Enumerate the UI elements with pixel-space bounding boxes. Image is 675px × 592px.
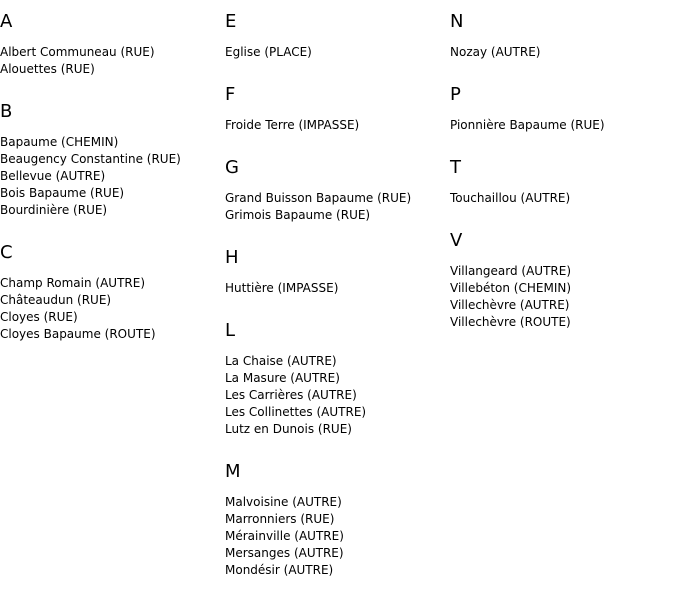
letter-heading: P (450, 84, 461, 105)
letter-group-m (225, 458, 450, 579)
street-entry[interactable]: La Masure (AUTRE) (225, 371, 340, 385)
street-entry[interactable]: Mondésir (AUTRE) (225, 563, 334, 577)
letter-heading: N (450, 11, 464, 32)
letter-group-b (0, 98, 225, 219)
street-entry[interactable]: Pionnière Bapaume (RUE) (450, 118, 605, 132)
letter-heading: G (225, 157, 239, 178)
street-list (225, 353, 450, 438)
street-entry[interactable]: Champ Romain (AUTRE) (0, 276, 146, 290)
street-list (225, 117, 450, 134)
street-entry[interactable]: Mérainville (AUTRE) (225, 529, 344, 543)
letter-group-p (450, 81, 675, 134)
letter-heading: C (0, 242, 13, 263)
letter-heading: T (450, 157, 461, 178)
letter-group-g (225, 154, 450, 224)
letter-heading: A (0, 11, 13, 32)
street-entry[interactable]: Bois Bapaume (RUE) (0, 186, 125, 200)
street-entry[interactable]: Albert Communeau (RUE) (0, 45, 155, 59)
street-list (225, 494, 450, 579)
street-entry[interactable]: Marronniers (RUE) (225, 512, 335, 526)
street-entry[interactable]: Beaugency Constantine (RUE) (0, 152, 181, 166)
letter-group-a (0, 8, 225, 78)
letter-heading: M (225, 461, 241, 482)
letter-group-n (450, 8, 675, 61)
letter-heading: E (225, 11, 237, 32)
street-list (450, 117, 675, 134)
street-entry[interactable]: Bellevue (AUTRE) (0, 169, 106, 183)
street-entry[interactable]: Châteaudun (RUE) (0, 293, 112, 307)
street-entry[interactable]: Grand Buisson Bapaume (RUE) (225, 191, 412, 205)
street-entry[interactable]: La Chaise (AUTRE) (225, 354, 337, 368)
street-index-column-3 (450, 8, 675, 351)
street-entry[interactable]: Mersanges (AUTRE) (225, 546, 344, 560)
street-entry[interactable]: Nozay (AUTRE) (450, 45, 541, 59)
letter-heading: B (0, 101, 13, 122)
letter-heading: H (225, 247, 239, 268)
letter-heading: L (225, 320, 236, 341)
street-entry[interactable]: Villebéton (CHEMIN) (450, 281, 572, 295)
letter-group-t (450, 154, 675, 207)
street-entry[interactable]: Alouettes (RUE) (0, 62, 95, 76)
street-list (225, 190, 450, 224)
street-entry[interactable]: Eglise (PLACE) (225, 45, 312, 59)
letter-group-l (225, 317, 450, 438)
letter-group-f (225, 81, 450, 134)
street-list (450, 263, 675, 331)
street-entry[interactable]: Cloyes Bapaume (ROUTE) (0, 327, 156, 341)
street-list (0, 134, 225, 219)
street-entry[interactable]: Touchaillou (AUTRE) (450, 191, 571, 205)
street-index-column-2 (225, 8, 450, 592)
street-entry[interactable]: Froide Terre (IMPASSE) (225, 118, 360, 132)
street-entry[interactable]: Lutz en Dunois (RUE) (225, 422, 352, 436)
street-index-column-1 (0, 8, 225, 363)
letter-heading: F (225, 84, 236, 105)
street-entry[interactable]: Bapaume (CHEMIN) (0, 135, 119, 149)
letter-heading: V (450, 230, 463, 251)
street-entry[interactable]: Villechèvre (AUTRE) (450, 298, 570, 312)
letter-group-v (450, 227, 675, 331)
street-entry[interactable]: Bourdinière (RUE) (0, 203, 108, 217)
street-entry[interactable]: Grimois Bapaume (RUE) (225, 208, 371, 222)
street-list (225, 44, 450, 61)
letter-group-h (225, 244, 450, 297)
letter-group-c (0, 239, 225, 343)
street-list (0, 275, 225, 343)
street-list (0, 44, 225, 78)
street-entry[interactable]: Les Carrières (AUTRE) (225, 388, 357, 402)
street-list (225, 280, 450, 297)
street-entry[interactable]: Villangeard (AUTRE) (450, 264, 572, 278)
letter-group-e (225, 8, 450, 61)
street-entry[interactable]: Huttière (IMPASSE) (225, 281, 339, 295)
street-list (450, 44, 675, 61)
street-entry[interactable]: Les Collinettes (AUTRE) (225, 405, 367, 419)
street-list (450, 190, 675, 207)
street-entry[interactable]: Malvoisine (AUTRE) (225, 495, 342, 509)
street-entry[interactable]: Cloyes (RUE) (0, 310, 78, 324)
street-entry[interactable]: Villechèvre (ROUTE) (450, 315, 571, 329)
